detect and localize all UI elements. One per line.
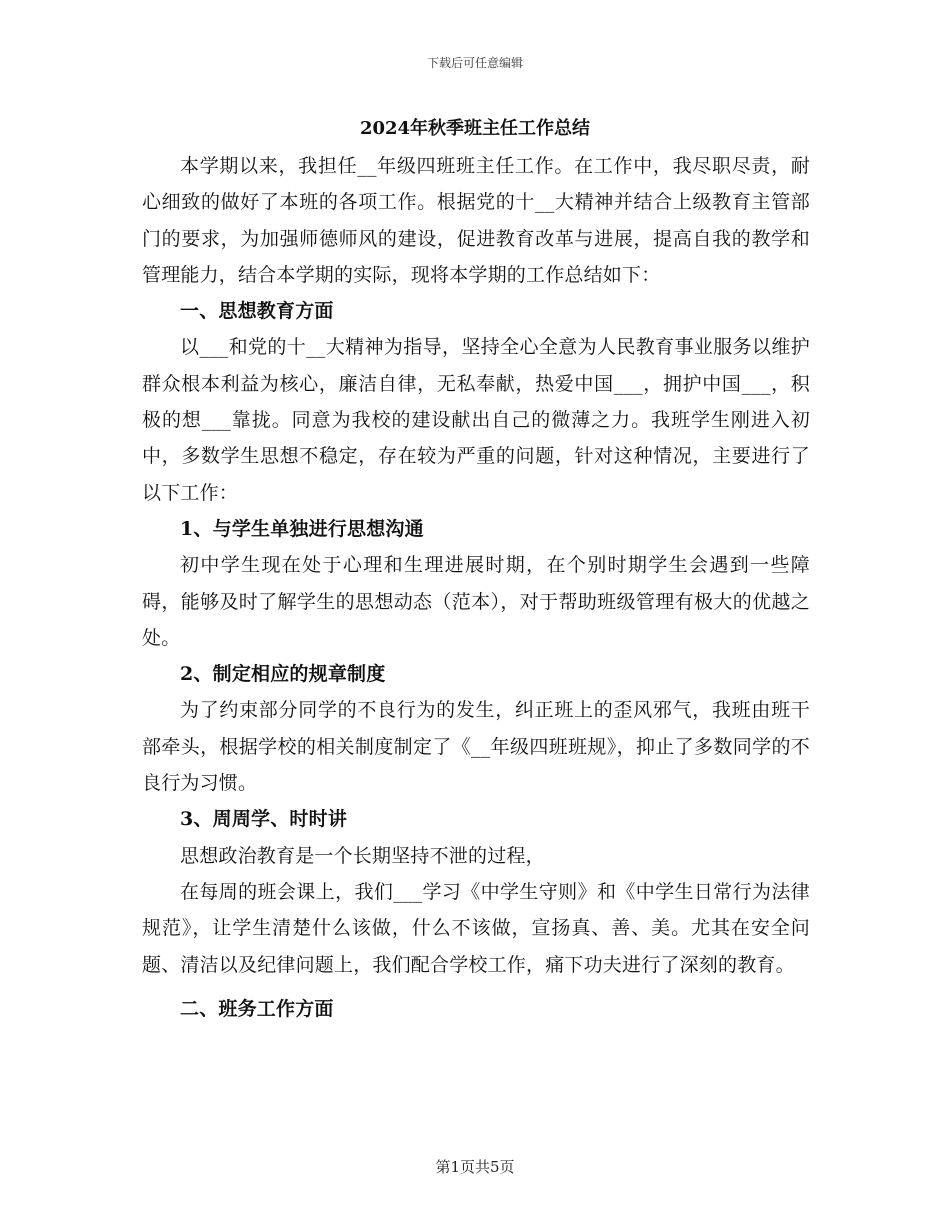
paragraph-communication: 初中学生现在处于心理和生理进展时期，在个别时期学生会遇到一些障碍，能够及时了解学生的思想动态（范本），对于帮助班级管理有极大的优越之处。 [142, 554, 810, 649]
header-note: 下载后可任意编辑 [426, 56, 523, 70]
section-heading-class-affairs: 二、班务工作方面 [180, 997, 334, 1020]
section-heading-ideology: 一、思想教育方面 [180, 300, 334, 323]
subheading-communication: 1、与学生单独进行思想沟通 [180, 517, 424, 540]
paragraph-intro: 本学期以来，我担任__年级四班班主任工作。在工作中，我尽职尽责，耐心细致的做好了本班的各项工作。根据党的十__大精神并结合上级教育主管部门的要求，为加强师德师风的建设，促进教育改革与进展，提高自我的教学和管理能力，结合本学期的实际，现将本学期的工作总结如下： [142, 155, 810, 286]
paragraph-ideology: 以___和党的十__大精神为指导，坚持全心全意为人民教育事业服务以维护群众根本利益为核心，廉洁自律，无私奉献，热爱中国___，拥护中国___，积极的想___靠拢。同意为我校的建设献出自己的微薄之力。我班学生刚进入初中，多数学生思想不稳定，存在较为严重的问题，针对这种情况，主要进行了以下工作： [142, 336, 810, 504]
paragraph-weekly-intro: 思想政治教育是一个长期坚持不泄的过程， [180, 844, 545, 867]
document-title: 2024年秋季班主任工作总结 [359, 118, 591, 139]
subheading-rules: 2、制定相应的规章制度 [180, 663, 386, 686]
paragraph-rules: 为了约束部分同学的不良行为的发生，纠正班上的歪风邪气，我班由班干部牵头，根据学校的相关制度制定了《__年级四班班规》，抑止了多数同学的不良行为习惯。 [142, 699, 810, 795]
document-body [142, 148, 810, 1027]
subheading-weekly: 3、周周学、时时讲 [180, 808, 348, 831]
paragraph-weekly-detail: 在每周的班会课上，我们___学习《中学生守则》和《中学生日常行为法律规范》，让学生清楚什么该做，什么不该做，宣扬真、善、美。尤其在安全问题、清洁以及纪律问题上，我们配合学校工作，痛下功夫进行了深刻的教育。 [142, 880, 810, 976]
page-footer: 第1页共5页 [435, 1158, 515, 1176]
spacer [142, 983, 810, 991]
